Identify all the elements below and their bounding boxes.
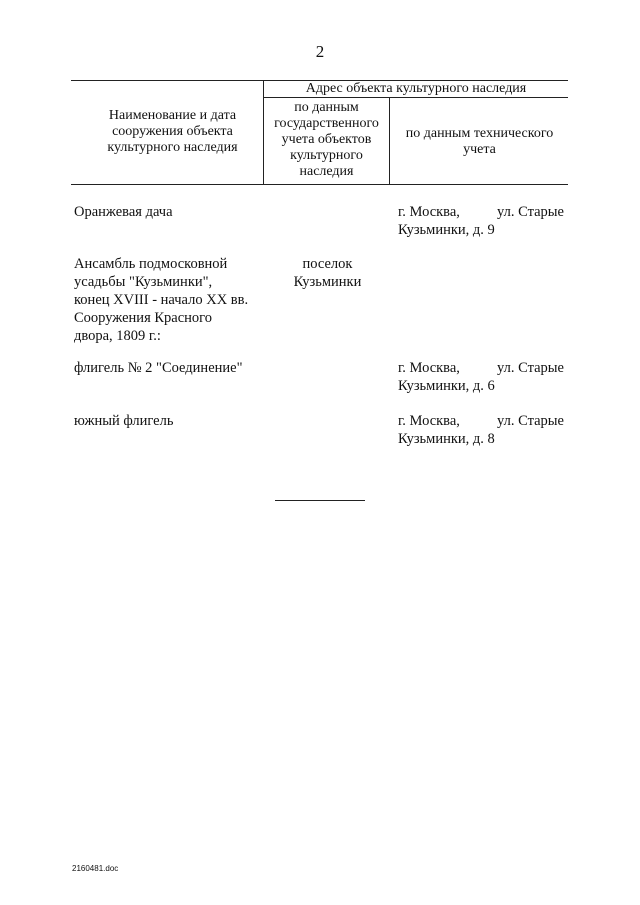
address-street: ул. Старые [497,413,564,429]
footer-file-name: 2160481.doc [72,864,119,873]
address-street: ул. Старые [497,360,564,376]
address-house: Кузьминки, д. 6 [398,378,495,394]
header-state-column: по данным государственного учета объектов культурного наследия [274,100,379,179]
address-house: Кузьминки, д. 9 [398,222,495,238]
row-tech-address [398,359,564,395]
end-of-document-rule [275,500,365,501]
row-tech-address [398,203,564,239]
row-name-line: конец XVIII - начало XX вв. [74,292,249,308]
header-group-rule [263,97,568,98]
row-tech-address [398,412,564,448]
address-house: Кузьминки, д. 8 [398,431,495,447]
header-name-column: Наименование и дата сооружения объекта культурного наследия [107,108,238,155]
header-address-group: Адрес объекта культурного наследия [305,81,527,96]
row-state-address [280,255,375,291]
row-name: южный флигель [74,413,174,429]
address-city: г. Москва, [398,413,460,429]
address-settlement-name: Кузьминки [293,274,362,290]
row-name-line: усадьбы "Кузьминки", [74,274,213,290]
row-name-line: Ансамбль подмосковной [74,256,228,272]
row-name: флигель № 2 "Соединение" [74,360,243,376]
row-name-line: двора, 1809 г.: [74,328,161,344]
row-name-line: Сооружения Красного [74,310,213,326]
row-name: Оранжевая дача [74,204,173,220]
header-bottom-rule [71,184,568,185]
header-tech-column: по данным технического учета [405,126,554,157]
address-city: г. Москва, [398,360,460,376]
address-street: ул. Старые [497,204,564,220]
page-number: 2 [315,42,325,61]
header-divider-2 [389,97,390,184]
address-city: г. Москва, [398,204,460,220]
row-name [74,255,259,345]
address-settlement: поселок [302,256,353,272]
